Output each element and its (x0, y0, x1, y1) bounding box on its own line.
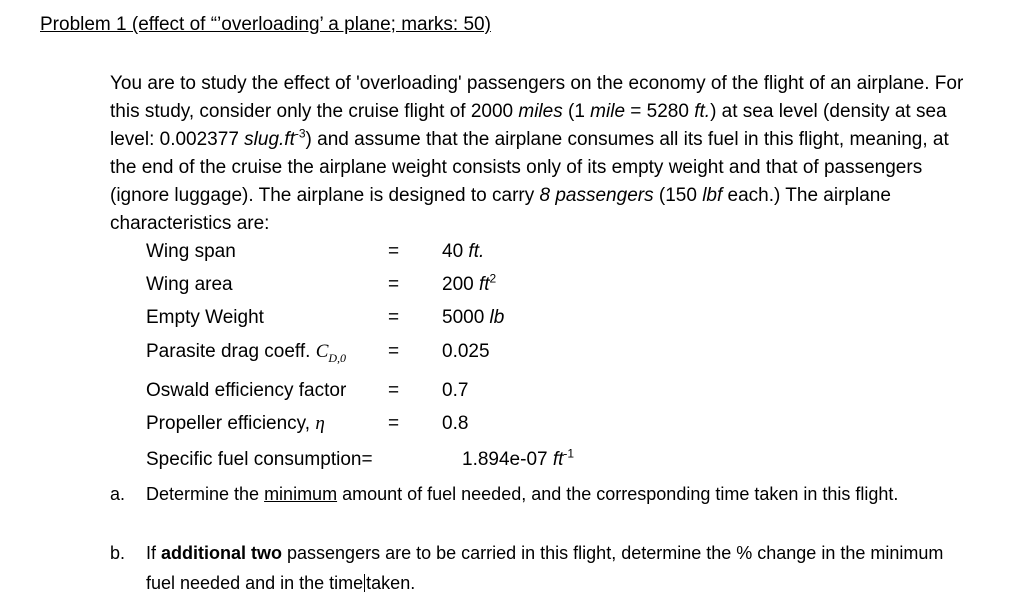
spec-value: 0.025 (442, 341, 490, 362)
spec-label: Oswald efficiency factor (146, 380, 347, 401)
problem-statement: You are to study the effect of 'overloading' passengers on the economy of the flight of an airplane. For this study, consider only the cruise flight of 2000 miles (1 mile = 5280 ft.) at sea level (density at sea level: 0.002377 $slug.ft^{-3}$) and assume that the airplane consumes all its fuel in this flight, meaning, at the end of the cruise the airplane weight consists only of its empty weight and that of passengers (ignore luggage). The airplane is designed to carry 8 passengers (150 lbf each.) The airplane characteristics are: (110, 73, 964, 234)
spec-value: 5000 lb (442, 307, 505, 328)
spec-label: Parasite drag coeff. $C_{D,0}$ (146, 341, 347, 365)
eta-symbol: η (315, 413, 325, 434)
spec-equals: = (388, 307, 400, 328)
spec-equals: = (388, 341, 400, 362)
question-marker: b. (110, 543, 126, 563)
spec-equals: = (388, 241, 400, 262)
sfc-value: 1.894e-07 $ft^{-1}$ (462, 446, 575, 470)
spec-label: Empty Weight (146, 307, 264, 328)
spec-label: Wing area (146, 274, 233, 295)
question-marker: a. (110, 484, 126, 504)
spec-value: 0.7 (442, 380, 469, 401)
spec-label: Propeller efficiency, η (146, 413, 325, 434)
spec-label: Wing span (146, 241, 236, 262)
spec-value: 0.8 (442, 413, 469, 434)
spec-value: 40 ft. (442, 241, 485, 262)
question-b: b. If additional two passengers are to be carried in this flight, determine the % change in the minimum fuel needed and in the time taken. (146, 538, 966, 598)
spec-equals: = (388, 380, 400, 401)
problem-title: Problem 1 (effect of “’overloading’ a plane; marks: 50) (40, 14, 491, 35)
spec-value: 200 $ft^2$ (442, 271, 497, 295)
spec-equals: = (388, 413, 400, 434)
spec-equals: = (388, 274, 400, 295)
sfc-label: Specific fuel consumption= (146, 449, 373, 470)
question-a: a. Determine the minimum amount of fuel needed, and the corresponding time taken in this flight. (146, 479, 966, 509)
cd0-symbol: $C_{D,0}$ (315, 341, 347, 365)
